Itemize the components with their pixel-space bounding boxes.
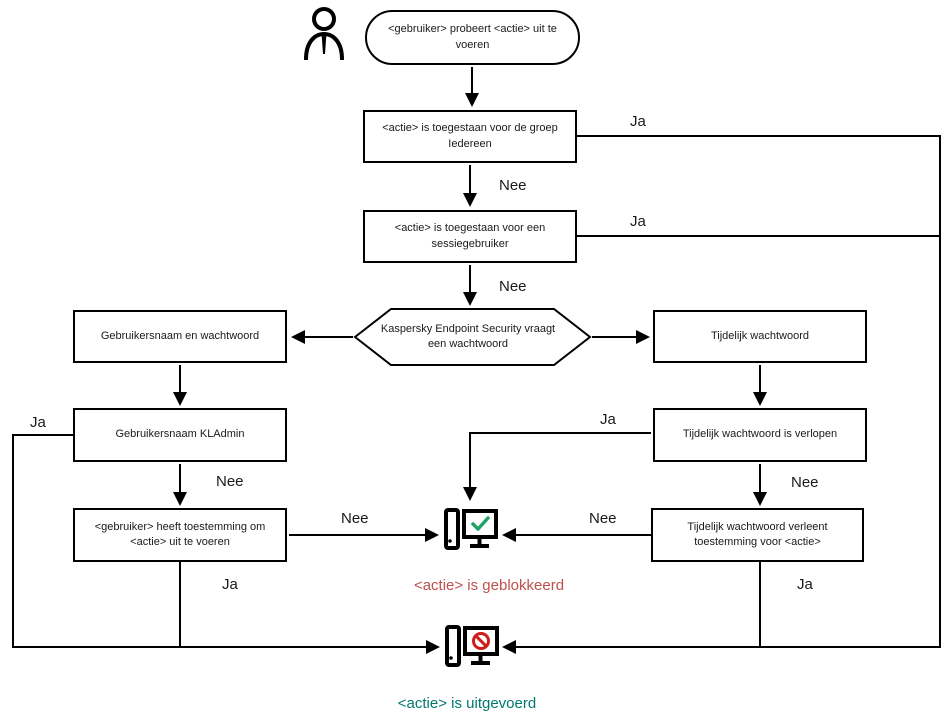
- node-username-kladmin: Gebruikersnaam KLAdmin: [73, 408, 287, 462]
- computer-check-icon: [442, 505, 498, 557]
- node-user-permission: <gebruiker> heeft toestemming om <actie> uit te voeren: [73, 508, 287, 562]
- label-temp-grants-no: Nee: [589, 510, 617, 527]
- label-permission-yes: Ja: [222, 576, 238, 593]
- node-username-password: Gebruikersnaam en wachtwoord: [73, 310, 287, 363]
- edge-temp-expired-yes: [470, 433, 651, 499]
- node-temp-expired: Tijdelijk wachtwoord is verlopen: [653, 408, 867, 462]
- label-group-no: Nee: [499, 177, 527, 194]
- computer-prohibited-icon: [443, 622, 499, 674]
- label-temp-expired-yes: Ja: [600, 411, 616, 428]
- label-temp-expired-no: Nee: [791, 474, 819, 491]
- node-password-prompt: Kaspersky Endpoint Security vraagt een wachtwoord: [380, 322, 556, 350]
- node-temp-password: Tijdelijk wachtwoord: [653, 310, 867, 363]
- caption-action-blocked: <actie> is geblokkeerd: [413, 577, 565, 594]
- caption-action-executed: <actie> is uitgevoerd: [397, 695, 537, 712]
- node-group-allowed: <actie> is toegestaan voor de groep Iedereen: [363, 110, 577, 163]
- person-icon: [302, 6, 346, 60]
- label-temp-grants-yes: Ja: [797, 576, 813, 593]
- node-session-allowed: <actie> is toegestaan voor een sessiegebruiker: [363, 210, 577, 263]
- node-start: <gebruiker> probeert <actie> uit te voeren: [365, 10, 580, 65]
- label-session-no: Nee: [499, 278, 527, 295]
- node-temp-grants: Tijdelijk wachtwoord verleent toestemming voor <actie>: [651, 508, 864, 562]
- label-kladmin-yes: Ja: [30, 414, 46, 431]
- label-session-yes: Ja: [630, 213, 646, 230]
- label-group-yes: Ja: [630, 113, 646, 130]
- label-permission-no: Nee: [341, 510, 369, 527]
- label-kladmin-no: Nee: [216, 473, 244, 490]
